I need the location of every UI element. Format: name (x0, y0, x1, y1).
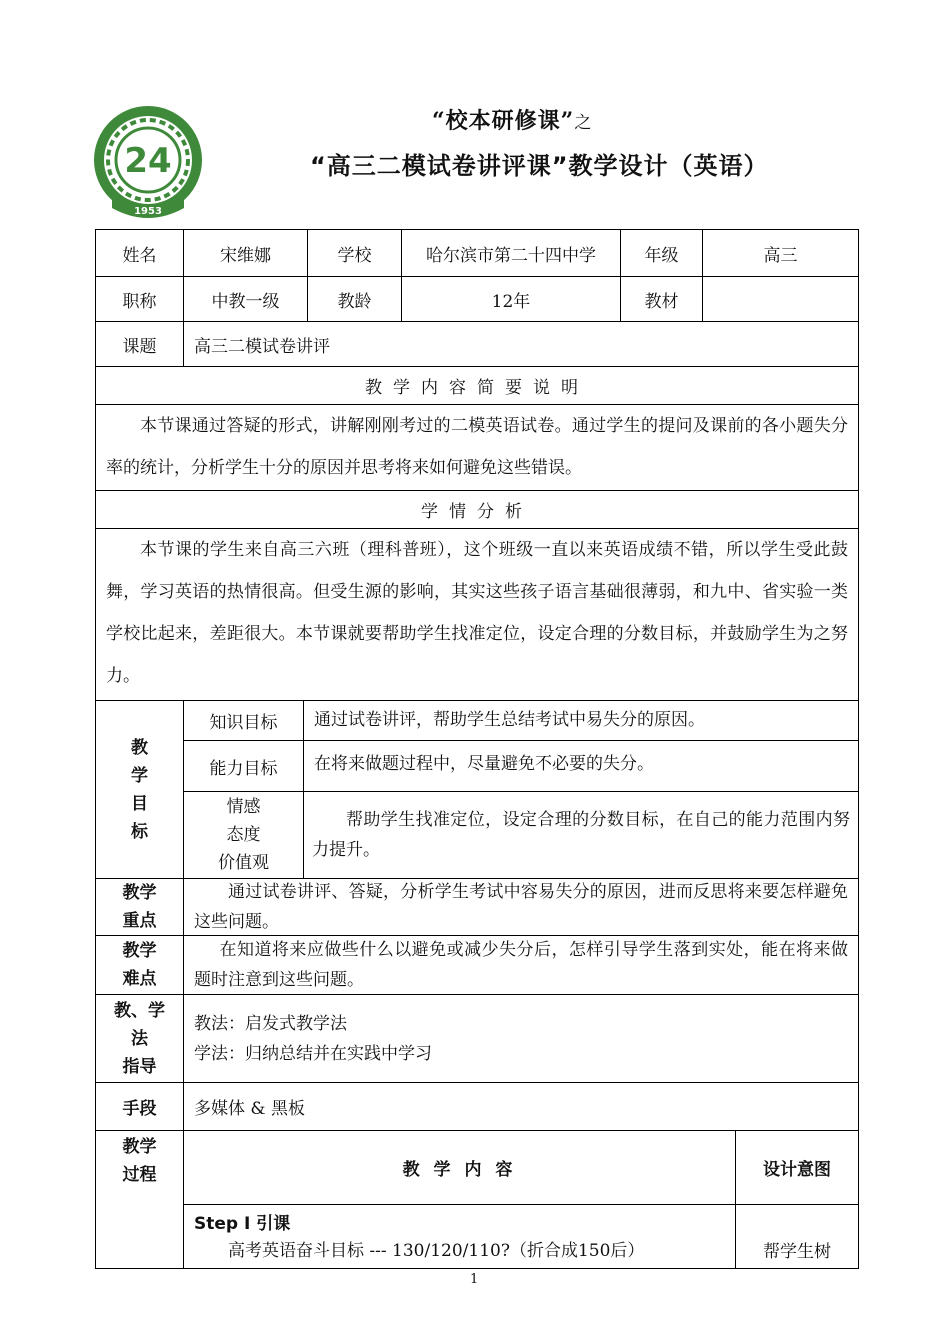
analysis-heading-row (95, 491, 859, 529)
methods-row (95, 995, 859, 1083)
info-row-2 (95, 277, 859, 322)
step1-row (183, 1205, 858, 1268)
logo-numeral: 24 (124, 141, 172, 181)
key-point-label-line: 教学 (122, 883, 157, 903)
grade-label: 年级 (620, 230, 702, 276)
objectives-label-char: 标 (131, 821, 148, 842)
step1-title: Step I 引课 (194, 1214, 291, 1234)
emotion-text-cell (303, 792, 858, 878)
summary-heading-row (95, 367, 859, 405)
summary-text: 本节课通过答疑的形式，讲解刚刚考过的二模英语试卷。通过学生的提问及课前的各小题失分率的统计，分析学生十分的原因并思考将来如何避免这些错误。 (106, 416, 848, 478)
analysis-heading: 学情分析 (421, 502, 533, 522)
key-point-label (96, 879, 183, 935)
emotion-text: 帮助学生找准定位，设定合理的分数目标，在自己的能力范围内努力提升。 (312, 810, 850, 860)
content-heading: 教 学 内 容 (402, 1160, 517, 1180)
ability-label: 能力目标 (209, 758, 278, 779)
means-text: 多媒体 & 黑板 (183, 1083, 858, 1130)
means-row (95, 1083, 859, 1131)
difficulty-row (95, 936, 859, 995)
methods-label-line: 指导 (122, 1056, 157, 1077)
analysis-text-row (95, 529, 859, 701)
logo-year: 1953 (134, 206, 162, 217)
title-label: 职称 (122, 291, 157, 312)
years-label: 教龄 (307, 277, 401, 321)
process-label (96, 1131, 183, 1268)
emotion-label-line: 价值观 (218, 853, 269, 873)
difficulty-text: 在知道将来应做些什么以避免或减少失分后，怎样引导学生落到实处，能在将来做题时注意到这些问题。 (194, 940, 848, 990)
page-title-line1 (432, 104, 592, 135)
page-number: 1 (470, 1272, 479, 1287)
topic-value: 高三二模试卷讲评 (183, 322, 858, 366)
teaching-method: 教法：启发式教学法 (194, 1013, 347, 1034)
info-row-1 (95, 229, 859, 277)
objectives-label-char: 教 (131, 737, 148, 758)
summary-heading: 教学内容简要说明 (365, 378, 589, 398)
name-label: 姓名 (122, 245, 157, 266)
key-point-label-line: 重点 (122, 911, 157, 931)
topic-label: 课题 (122, 336, 157, 357)
page-title: “高三二模试卷讲评课”教学设计（英语） (310, 152, 769, 180)
knowledge-text: 通过试卷讲评，帮助学生总结考试中易失分的原因。 (303, 701, 858, 740)
means-label: 手段 (122, 1099, 157, 1119)
key-point-row (95, 879, 859, 936)
step1-text: 高考英语奋斗目标 --- 130/120/110?（折合成150后） (228, 1241, 645, 1261)
methods-label-line: 法 (131, 1028, 148, 1049)
difficulty-label-line: 教学 (122, 941, 157, 961)
learning-method: 学法：归纳总结并在实践中学习 (194, 1043, 432, 1064)
objectives-block (95, 701, 859, 879)
emotion-label (184, 792, 303, 878)
objectives-label-char: 目 (131, 793, 148, 814)
objectives-label-char: 学 (131, 765, 148, 786)
difficulty-cell (183, 936, 858, 994)
school-label: 学校 (307, 230, 401, 276)
title-line1-suffix: 之 (574, 113, 593, 133)
school-logo (92, 104, 204, 220)
knowledge-label: 知识目标 (209, 713, 278, 733)
grade-value: 高三 (702, 230, 858, 276)
process-header-row (183, 1131, 858, 1205)
analysis-text: 本节课的学生来自高三六班（理科普班），这个班级一直以来英语成绩不错，所以学生受此鼓舞，学习英语的热情很高。但受生源的影响，其实这些孩子语言基础很薄弱，和九中、省实验一类学校比起来，差距很大。本节课就要帮助学生找准定位，设定合理的分数目标，并鼓励学生为之努力。 (106, 540, 848, 686)
ability-row (183, 741, 858, 792)
key-point-text: 通过试卷讲评、答疑，分析学生考试中容易失分的原因，进而反思将来要怎样避免这些问题。 (194, 882, 848, 932)
methods-label (96, 995, 183, 1082)
emotion-row (183, 792, 858, 878)
title-value: 中教一级 (183, 277, 307, 321)
process-block (95, 1131, 859, 1269)
process-label-line: 过程 (122, 1165, 157, 1185)
difficulty-label-line: 难点 (122, 969, 157, 989)
years-value: 12年 (401, 277, 620, 321)
emotion-label-line: 情感 (226, 797, 261, 817)
textbook-label: 教材 (620, 277, 702, 321)
title-line1-main: “校本研修课” (432, 108, 575, 134)
topic-row (95, 322, 859, 367)
ability-text: 在将来做题过程中，尽量避免不必要的失分。 (303, 741, 858, 791)
name-value: 宋维娜 (183, 230, 307, 276)
methods-label-line: 教、学 (114, 1000, 165, 1021)
school-value: 哈尔滨市第二十四中学 (401, 230, 620, 276)
step1-content (184, 1205, 735, 1268)
process-label-line: 教学 (122, 1137, 157, 1157)
summary-text-row (95, 405, 859, 491)
step1-intent: 帮学生树 (735, 1205, 858, 1268)
emotion-label-line: 态度 (226, 825, 261, 845)
key-point-cell (183, 879, 858, 935)
knowledge-row (183, 701, 858, 741)
objectives-label (96, 701, 183, 878)
difficulty-label (96, 936, 183, 994)
intent-heading: 设计意图 (735, 1131, 858, 1204)
textbook-value (702, 277, 858, 321)
methods-cell (183, 995, 858, 1082)
